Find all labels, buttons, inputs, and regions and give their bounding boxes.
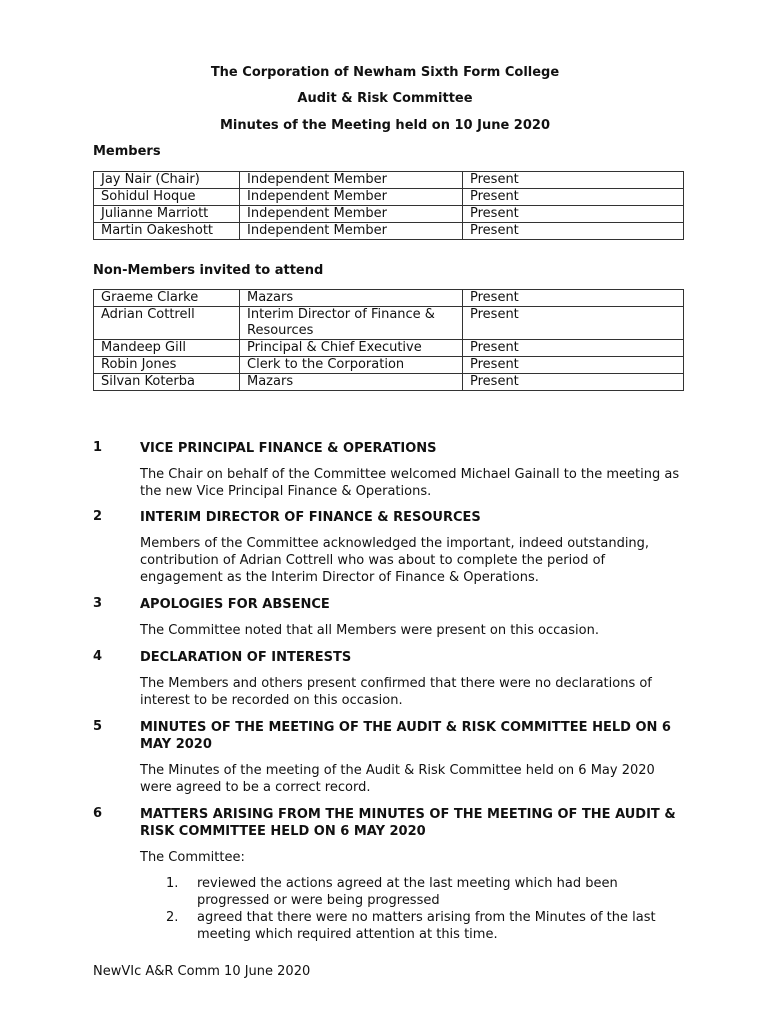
attendee-attendance: Present — [463, 374, 684, 391]
table-row — [94, 290, 684, 307]
list-item-number: 2. — [166, 910, 179, 925]
member-name: Jay Nair (Chair) — [94, 172, 240, 189]
list-item-text: reviewed the actions agreed at the last meeting which had been progressed or were being progressed — [197, 876, 618, 908]
list-item-number: 1. — [166, 876, 179, 891]
table-row — [94, 189, 684, 206]
non-members-label: Non-Members invited to attend — [93, 263, 324, 278]
attendee-attendance: Present — [463, 290, 684, 307]
item-body: The Minutes of the meeting of the Audit & Risk Committee held on 6 May 2020 were agreed to be a correct record. — [140, 763, 655, 795]
document-title: The Corporation of Newham Sixth Form College — [210, 65, 560, 80]
table-row — [94, 340, 684, 357]
member-name: Sohidul Hoque — [94, 189, 240, 206]
item-heading: INTERIM DIRECTOR OF FINANCE & RESOURCES — [140, 510, 481, 525]
member-role: Independent Member — [240, 189, 463, 206]
non-members-table — [93, 289, 684, 391]
member-role: Independent Member — [240, 206, 463, 223]
committee-name: Audit & Risk Committee — [297, 91, 473, 106]
item-body: Members of the Committee acknowledged the important, indeed outstanding, contribution of Adrian Cottrell who was about to complete the period of engagement as the Interim Director of Finance & Operations. — [140, 536, 650, 585]
item-body: The Members and others present confirmed that there were no declarations of interest to be recorded on this occasion. — [140, 676, 652, 708]
item-heading: APOLOGIES FOR ABSENCE — [140, 597, 330, 612]
item-number: 6 — [93, 806, 103, 821]
item-number: 2 — [93, 509, 103, 524]
table-row — [94, 223, 684, 240]
attendee-attendance: Present — [463, 357, 684, 374]
item-number: 5 — [93, 719, 103, 734]
member-attendance: Present — [463, 189, 684, 206]
page-footer: NewVIc A&R Comm 10 June 2020 — [93, 964, 311, 979]
attendee-name: Graeme Clarke — [94, 290, 240, 307]
item-heading: MINUTES OF THE MEETING OF THE AUDIT & RISK COMMITTEE HELD ON 6 MAY 2020 — [140, 720, 671, 752]
attendee-attendance: Present — [463, 340, 684, 357]
item-body: The Committee: — [140, 850, 245, 865]
attendee-attendance: Present — [463, 307, 684, 340]
item-heading: DECLARATION OF INTERESTS — [140, 650, 352, 665]
member-role: Independent Member — [240, 223, 463, 240]
attendee-name: Robin Jones — [94, 357, 240, 374]
attendee-role: Interim Director of Finance & Resources — [240, 307, 463, 340]
item-number: 1 — [93, 440, 103, 455]
member-name: Martin Oakeshott — [94, 223, 240, 240]
attendee-name: Silvan Koterba — [94, 374, 240, 391]
attendee-role: Clerk to the Corporation — [240, 357, 463, 374]
attendee-role: Mazars — [240, 290, 463, 307]
item-number: 3 — [93, 596, 103, 611]
table-row — [94, 374, 684, 391]
list-item-text: agreed that there were no matters arising from the Minutes of the last meeting which required attention at this time. — [197, 910, 656, 942]
member-role: Independent Member — [240, 172, 463, 189]
minutes-title: Minutes of the Meeting held on 10 June 2020 — [219, 118, 550, 133]
member-attendance: Present — [463, 172, 684, 189]
item-body: The Chair on behalf of the Committee welcomed Michael Gainall to the meeting as the new Vice Principal Finance & Operations. — [140, 467, 680, 499]
table-row — [94, 307, 684, 340]
item-heading: VICE PRINCIPAL FINANCE & OPERATIONS — [140, 441, 437, 456]
member-name: Julianne Marriott — [94, 206, 240, 223]
list-item — [166, 909, 686, 943]
table-row — [94, 172, 684, 189]
actions-list — [166, 875, 686, 943]
item-body: The Committee noted that all Members were present on this occasion. — [140, 623, 599, 638]
table-row — [94, 206, 684, 223]
attendee-name: Adrian Cottrell — [94, 307, 240, 340]
item-number: 4 — [93, 649, 103, 664]
members-label: Members — [93, 144, 161, 159]
table-row — [94, 357, 684, 374]
item-heading: MATTERS ARISING FROM THE MINUTES OF THE MEETING OF THE AUDIT & RISK COMMITTEE HELD ON 6 MAY 2020 — [140, 807, 676, 839]
member-attendance: Present — [463, 223, 684, 240]
list-item — [166, 875, 686, 909]
attendee-name: Mandeep Gill — [94, 340, 240, 357]
attendee-role: Principal & Chief Executive — [240, 340, 463, 357]
attendee-role: Mazars — [240, 374, 463, 391]
members-table — [93, 171, 684, 240]
member-attendance: Present — [463, 206, 684, 223]
